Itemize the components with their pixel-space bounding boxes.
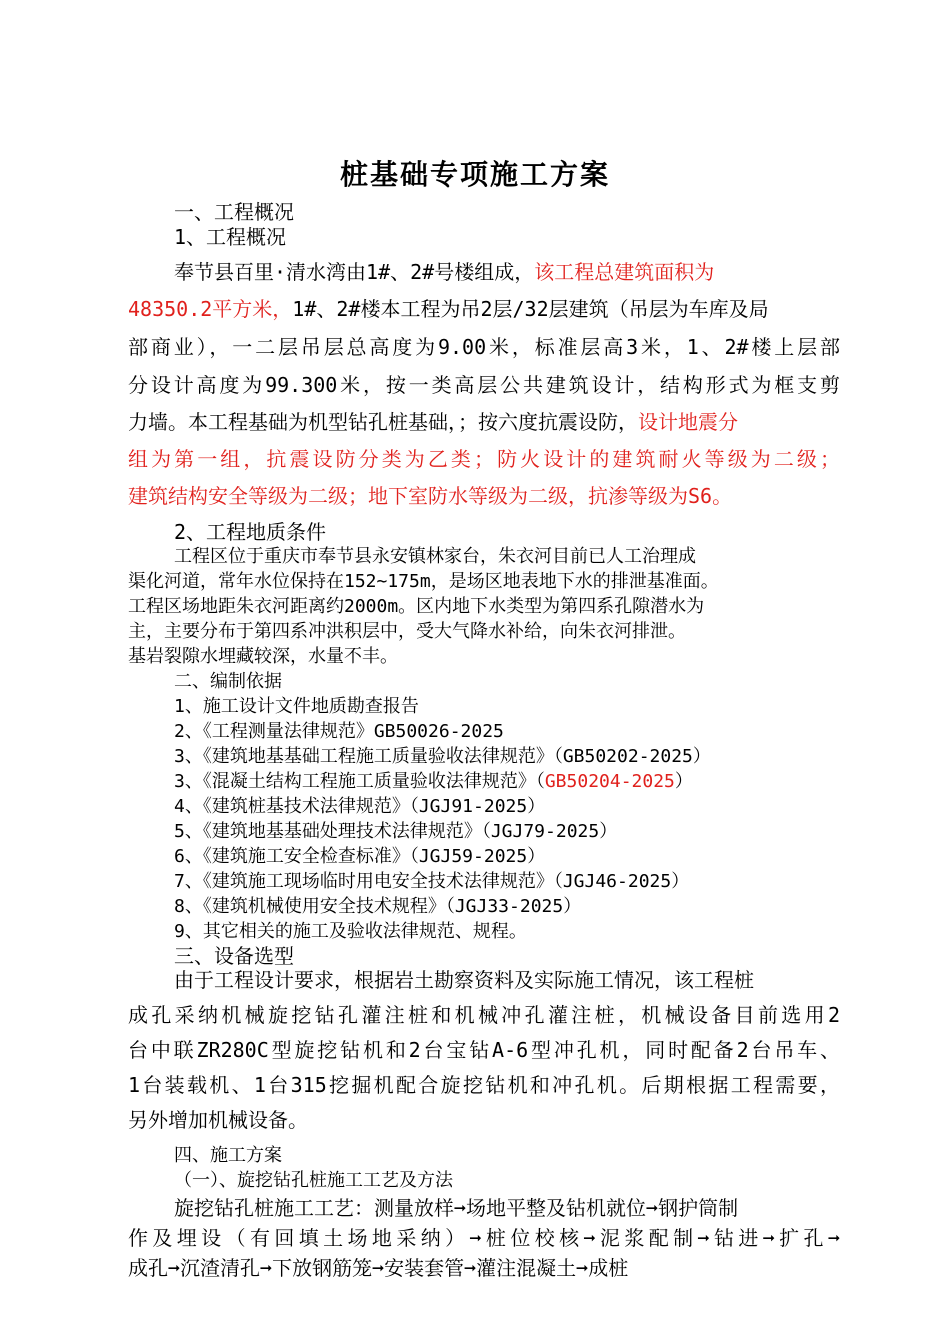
overview-line-2 (128, 297, 769, 321)
basis-item: 9、其它相关的施工及验收法律规范、规程。 (174, 921, 527, 942)
subsection-heading-geology: 2、工程地质条件 (174, 520, 327, 544)
basis-item: 8、《建筑机械使用安全技术规程》（JGJ33-2025） (174, 896, 582, 917)
overview-text: 力墙。本工程基础为机型钻孔桩基础，；按六度抗震设防， (128, 410, 638, 434)
document-title: 桩基础专项施工方案 (339, 158, 610, 191)
subsection-heading-rotary-drilling: （一）、旋挖钻孔桩施工工艺及方法 (174, 1170, 453, 1191)
overview-line-1 (174, 260, 714, 284)
overview-highlight: 设计地震分 (638, 410, 738, 434)
geology-line-5: 基岩裂隙水埋藏较深，水量不丰。 (128, 646, 398, 667)
basis-item: 1、施工设计文件地质勘查报告 (174, 696, 419, 717)
basis-item (174, 771, 693, 793)
overview-line-7: 建筑结构安全等级为二级；地下室防水等级为二级，抗渗等级为S6。 (128, 484, 733, 508)
equipment-line-4: 1台装载机、1台315挖掘机配合旋挖钻机和冲孔机。后期根据工程需要， (128, 1073, 840, 1097)
equipment-line-3: 台中联ZR280C型旋挖钻机和2台宝钻A-6型冲孔机，同时配备2台吊车、 (128, 1038, 840, 1062)
geology-line-4: 主，主要分布于第四系冲洪积层中，受大气降水补给，向朱衣河排泄。 (128, 621, 686, 642)
equipment-line-1: 由于工程设计要求，根据岩土勘察资料及实际施工情况，该工程桩 (174, 968, 754, 992)
overview-highlight: 48350.2平方米， (128, 297, 293, 321)
subsection-heading-overview: 1、工程概况 (174, 225, 287, 249)
basis-item: 4、《建筑桩基技术法律规范》（JGJ91-2025） (174, 796, 546, 817)
basis-item: 7、《建筑施工现场临时用电安全技术法律规范》（JGJ46-2025） (174, 871, 690, 892)
basis-item: 5、《建筑地基基础处理技术法律规范》（JGJ79-2025） (174, 821, 618, 842)
overview-line-3: 部商业），一二层吊层总高度为9.00米，标准层高3米，1、2#楼上层部 (128, 335, 840, 359)
process-line-2: 作及埋设（有回填土场地采纳）➞桩位校核➞泥浆配制➞钻进➞扩孔➞ (128, 1226, 840, 1250)
section-heading-plan: 四、施工方案 (174, 1145, 282, 1166)
section-heading-overview: 一、工程概况 (174, 200, 294, 224)
overview-text: 1#、2#楼本工程为吊2层/32层建筑（吊层为车库及局 (292, 297, 769, 321)
section-heading-basis: 二、编制依据 (174, 671, 282, 692)
overview-line-6: 组为第一组，抗震设防分类为乙类；防火设计的建筑耐火等级为二级； (128, 447, 840, 471)
basis-item: 2、《工程测量法律规范》GB50026-2025 (174, 721, 504, 742)
geology-line-3: 工程区场地距朱衣河距离约2000m。区内地下水类型为第四系孔隙潜水为 (128, 596, 705, 617)
equipment-line-5: 另外增加机械设备。 (128, 1108, 308, 1132)
geology-line-2: 渠化河道，常年水位保持在152~175m，是场区地表地下水的排泄基准面。 (128, 571, 719, 592)
overview-line-5 (128, 410, 738, 434)
basis-highlight: GB50204-2025 (544, 771, 675, 792)
basis-item: 6、《建筑施工安全检查标准》（JGJ59-2025） (174, 846, 546, 867)
process-line-1: 旋挖钻孔桩施工工艺：测量放样➞场地平整及钻机就位➞钢护筒制 (174, 1196, 739, 1220)
overview-highlight: 该工程总建筑面积为 (534, 260, 715, 284)
overview-text: 奉节县百里·清水湾由1#、2#号楼组成， (174, 260, 535, 284)
overview-line-4: 分设计高度为99.300米，按一类高层公共建筑设计，结构形式为框支剪 (128, 373, 840, 397)
geology-line-1: 工程区位于重庆市奉节县永安镇林家台，朱衣河目前已人工治理成 (174, 546, 696, 567)
basis-item: 3、《建筑地基基础工程施工质量验收法律规范》（GB50202-2025） (174, 746, 711, 767)
basis-text: ） (674, 771, 693, 792)
process-line-3: 成孔➞沉渣清孔➞下放钢筋笼➞安装套管➞灌注混凝土➞成桩 (128, 1256, 629, 1280)
section-heading-equipment: 三、设备选型 (174, 944, 294, 968)
basis-text: 3、《混凝土结构工程施工质量验收法律规范》（ (174, 771, 545, 792)
equipment-line-2: 成孔采纳机械旋挖钻孔灌注桩和机械冲孔灌注桩，机械设备目前选用2 (128, 1003, 840, 1027)
